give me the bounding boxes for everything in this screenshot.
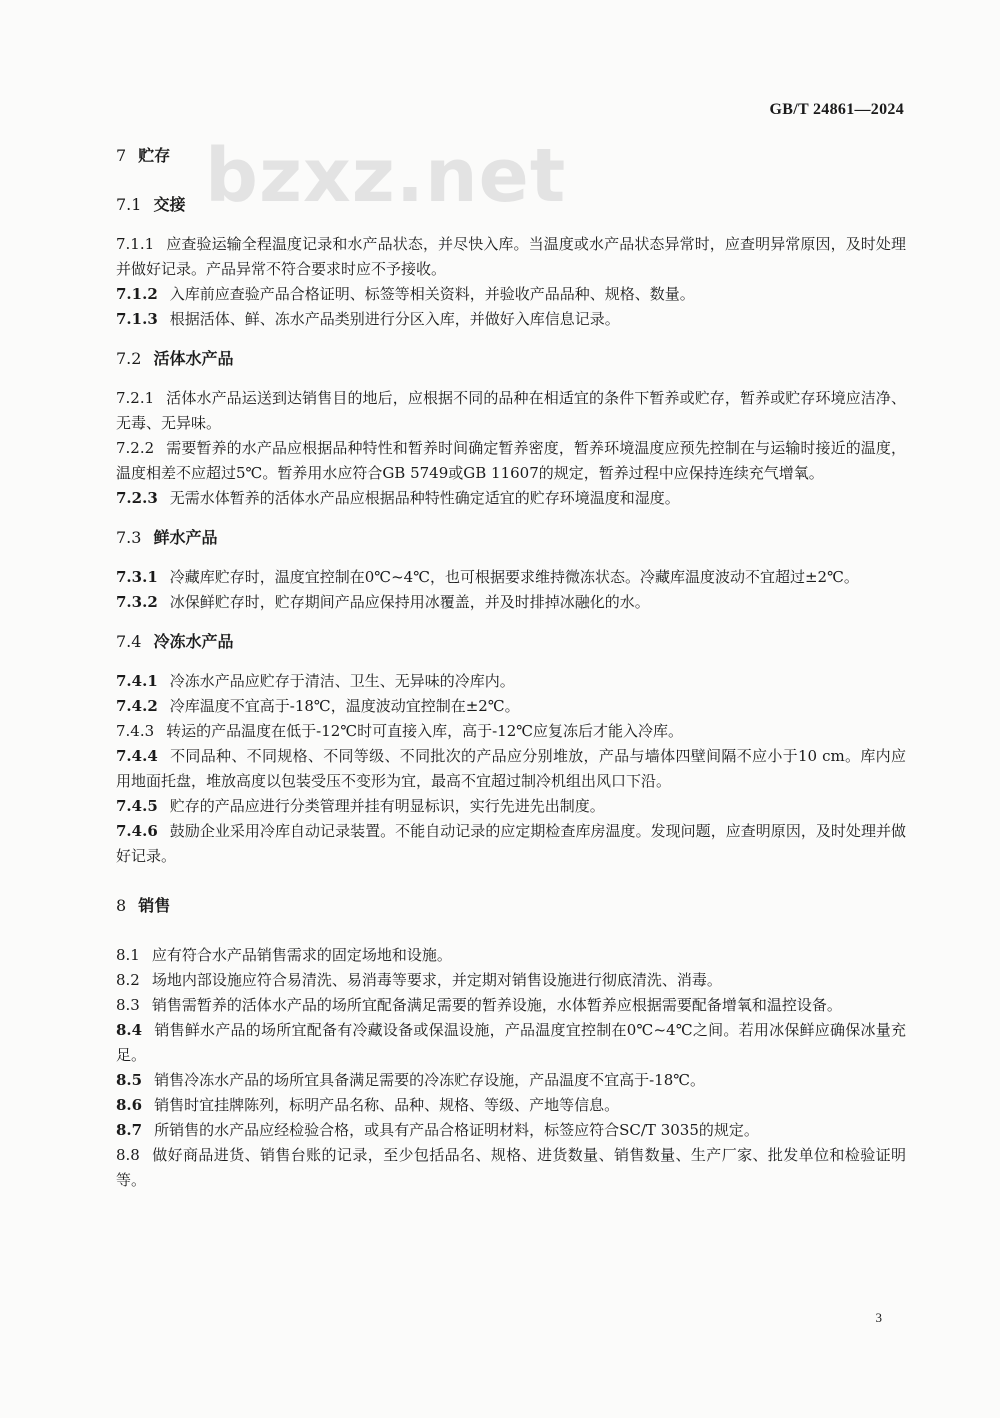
clause-7-1-1: [116, 232, 906, 282]
clause-number: 8.6: [116, 1096, 143, 1114]
clause-text: 做好商品进货、销售台账的记录，至少包括品名、规格、进货数量、销售数量、生产厂家、批发单位和检验证明等。: [116, 1146, 906, 1189]
section-heading-7-3: [116, 528, 906, 548]
clause-7-3-2: [116, 590, 906, 615]
clause-7-1-2: [116, 282, 906, 307]
clause-text: 鼓励企业采用冷库自动记录装置。不能自动记录的应定期检查库房温度。发现问题，应查明原因，及时处理并做好记录。: [116, 822, 906, 865]
clause-number: 7.1.1: [116, 235, 155, 253]
section-number: 7.4: [116, 632, 142, 651]
page-content: [116, 146, 906, 1193]
clause-8-7: [116, 1118, 906, 1143]
clause-7-2-3: [116, 486, 906, 511]
clause-8-4: [116, 1018, 906, 1068]
section-heading-7-4: [116, 632, 906, 652]
clause-text: 冷库温度不宜高于-18℃，温度波动宜控制在±2℃。: [169, 697, 520, 715]
clause-8-6: [116, 1093, 906, 1118]
section-title: 交接: [153, 195, 186, 214]
clause-text: 应查验运输全程温度记录和水产品状态，并尽快入库。当温度或水产品状态异常时，应查明异常原因，及时处理并做好记录。产品异常不符合要求时应不予接收。: [116, 235, 906, 278]
clause-number: 7.4.5: [116, 797, 158, 815]
clause-7-2-2: [116, 436, 906, 486]
page-number: 3: [875, 1310, 882, 1325]
clause-7-4-4: [116, 744, 906, 794]
clause-number: 7.4.6: [116, 822, 158, 840]
clause-text: 入库前应查验产品合格证明、标签等相关资料，并验收产品品种、规格、数量。: [169, 285, 695, 303]
clause-text: 应有符合水产品销售需求的固定场地和设施。: [151, 946, 452, 964]
clause-text: 根据活体、鲜、冻水产品类别进行分区入库，并做好入库信息记录。: [169, 310, 620, 328]
clause-text: 转运的产品温度在低于-12℃时可直接入库，高于-12℃应复冻后才能入冷库。: [166, 722, 684, 740]
section-title: 贮存: [138, 146, 171, 165]
section-title: 冷冻水产品: [153, 632, 234, 651]
clause-text: 冷藏库贮存时，温度宜控制在0℃~4℃，也可根据要求维持微冻状态。冷藏库温度波动不宜超过±2℃。: [169, 568, 859, 586]
clause-number: 7.4.4: [116, 747, 158, 765]
section-heading-7: [116, 146, 906, 166]
clause-8-3: [116, 993, 906, 1018]
clause-number: 8.7: [116, 1121, 143, 1139]
clause-number: 8.8: [116, 1146, 140, 1164]
section-heading-7-2: [116, 349, 906, 369]
clause-number: 7.1.2: [116, 285, 158, 303]
clause-7-2-1: [116, 386, 906, 436]
section-heading-7-1: [116, 195, 906, 215]
clause-7-1-3: [116, 307, 906, 332]
clause-text: 贮存的产品应进行分类管理并挂有明显标识，实行先进先出制度。: [169, 797, 605, 815]
clause-number: 8.4: [116, 1021, 143, 1039]
clause-text: 销售时宜挂牌陈列，标明产品名称、品种、规格、等级、产地等信息。: [154, 1096, 620, 1114]
clause-number: 7.4.1: [116, 672, 158, 690]
standard-code: GB/T 24861—2024: [769, 101, 904, 118]
section-number: 8: [116, 896, 127, 915]
clause-text: 冷冻水产品应贮存于清洁、卫生、无异味的冷库内。: [169, 672, 515, 690]
clause-text: 冰保鲜贮存时，贮存期间产品应保持用冰覆盖，并及时排掉冰融化的水。: [169, 593, 650, 611]
clause-7-4-3: [116, 719, 906, 744]
clause-7-4-2: [116, 694, 906, 719]
clause-number: 7.2.2: [116, 439, 155, 457]
clause-number: 7.2.3: [116, 489, 158, 507]
clause-7-4-6: [116, 819, 906, 869]
section-number: 7.1: [116, 195, 142, 214]
clause-text: 需要暂养的水产品应根据品种特性和暂养时间确定暂养密度，暂养环境温度应预先控制在与运输时接近的温度，温度相差不应超过5℃。暂养用水应符合GB 5749或GB 11607的规定，暂养过程中应保持连续充气增氧。: [116, 439, 906, 482]
clause-number: 7.1.3: [116, 310, 158, 328]
clause-number: 8.1: [116, 946, 140, 964]
clause-text: 活体水产品运送到达销售目的地后，应根据不同的品种在相适宜的条件下暂养或贮存，暂养或贮存环境应洁净、无毒、无异味。: [116, 389, 906, 432]
clause-text: 销售鲜水产品的场所宜配备有冷藏设备或保温设施，产品温度宜控制在0℃~4℃之间。若用冰保鲜应确保冰量充足。: [116, 1021, 906, 1064]
clause-7-3-1: [116, 565, 906, 590]
clause-8-8: [116, 1143, 906, 1193]
clause-8-2: [116, 968, 906, 993]
clause-number: 7.2.1: [116, 389, 155, 407]
section-title: 鲜水产品: [153, 528, 218, 547]
clause-number: 8.2: [116, 971, 140, 989]
clause-8-1: [116, 943, 906, 968]
section-number: 7: [116, 146, 127, 165]
watermark: bzxz.net: [205, 133, 567, 219]
clause-number: 8.3: [116, 996, 140, 1014]
clause-text: 不同品种、不同规格、不同等级、不同批次的产品应分别堆放，产品与墙体四壁间隔不应小于10 cm。库内应用地面托盘，堆放高度以包装受压不变形为宜，最高不宜超过制冷机组出风口下沿。: [116, 747, 906, 790]
clause-text: 销售冷冻水产品的场所宜具备满足需要的冷冻贮存设施，产品温度不宜高于-18℃。: [154, 1071, 706, 1089]
clause-number: 7.3.2: [116, 593, 158, 611]
clause-number: 7.4.3: [116, 722, 155, 740]
clause-text: 场地内部设施应符合易清洗、易消毒等要求，并定期对销售设施进行彻底清洗、消毒。: [151, 971, 722, 989]
section-title: 销售: [138, 896, 171, 915]
clause-number: 7.3.1: [116, 568, 158, 586]
clause-number: 7.4.2: [116, 697, 158, 715]
section-number: 7.3: [116, 528, 142, 547]
clause-8-5: [116, 1068, 906, 1093]
clause-text: 无需水体暂养的活体水产品应根据品种特性确定适宜的贮存环境温度和湿度。: [169, 489, 680, 507]
clause-text: 销售需暂养的活体水产品的场所宜配备满足需要的暂养设施，水体暂养应根据需要配备增氧和温控设备。: [151, 996, 842, 1014]
section-number: 7.2: [116, 349, 142, 368]
clause-text: 所销售的水产品应经检验合格，或具有产品合格证明材料，标签应符合SC/T 3035的规定。: [154, 1121, 759, 1139]
clause-7-4-5: [116, 794, 906, 819]
clause-7-4-1: [116, 669, 906, 694]
section-title: 活体水产品: [153, 349, 234, 368]
clause-number: 8.5: [116, 1071, 143, 1089]
section-heading-8: [116, 896, 906, 916]
